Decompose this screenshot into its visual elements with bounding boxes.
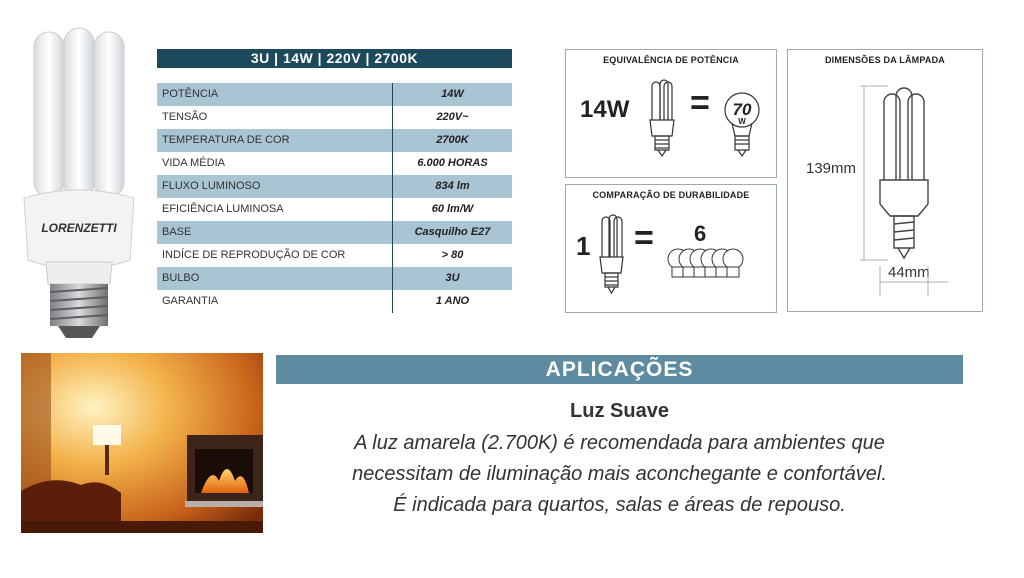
power-equivalence-box [565,49,777,178]
power-equivalence-title: EQUIVALÊNCIA DE POTÊNCIA [603,55,739,65]
spec-value: Casquilho E27 [414,226,491,238]
spec-value: > 80 [441,249,464,261]
spec-label: EFICIÊNCIA LUMINOSA [157,198,393,221]
dimensions-title: DIMENSÕES DA LÂMPADA [824,55,945,65]
table-row [157,175,512,198]
equals-sign: = [690,84,710,122]
table-row [157,129,512,152]
spec-label: TEMPERATURA DE COR [157,129,393,152]
table-row [157,83,512,106]
table-row [157,267,512,290]
dimensions-box [787,49,983,312]
spec-label: BASE [157,221,393,244]
spec-value: 6.000 HORAS [417,157,488,169]
cfl-lamp-icon [596,211,626,301]
spec-header: 3U | 14W | 220V | 2700K [157,49,512,68]
spec-label: INDÍCE DE REPRODUÇÃO DE COR [157,244,393,267]
spec-value: 3U [445,272,460,284]
spec-table [157,83,512,313]
table-row [157,106,512,129]
durability-box [565,184,777,313]
spec-value: 834 lm [435,180,470,192]
table-row [157,152,512,175]
cfl-lamp-icon [646,76,678,164]
spec-value: 60 lm/W [431,203,474,215]
spec-label: VIDA MÉDIA [157,152,393,175]
spec-label: BULBO [157,267,393,290]
table-row [157,244,512,267]
table-row [157,221,512,244]
width-dimension: 44mm [888,264,930,281]
product-lamp-image [18,22,140,340]
spec-value: 14W [441,88,464,100]
lamp-count: 1 [576,231,591,261]
table-row [157,198,512,221]
incandescent-bulb-icon [724,90,760,164]
durability-title: COMPARAÇÃO DE DURABILIDADE [592,190,750,200]
spec-label: FLUXO LUMINOSO [157,175,393,198]
incandescent-bulbs-group-icon [666,247,746,293]
spec-label: TENSÃO [157,106,393,129]
application-description [276,428,963,521]
spec-value: 1 ANO [435,295,470,307]
living-room-photo [21,353,263,533]
lamp-dimension-drawing [848,76,978,296]
equals-sign: = [634,219,654,257]
description-line: É indicada para quartos, salas e áreas de repouso. [393,494,846,516]
spec-value: 2700K [436,134,469,146]
application-title: Luz Suave [570,400,669,422]
description-line: A luz amarela (2.700K) é recomendada para ambientes que [354,432,885,454]
spec-label: GARANTIA [157,290,393,313]
watts-unit: W [738,117,746,126]
lamp-watts: 14W [580,96,630,123]
table-row [157,290,512,313]
spec-label: POTÊNCIA [157,83,393,106]
incandescent-watts: 70 [732,100,752,119]
height-dimension: 139mm [806,160,857,177]
brand-logo: LORENZETTI [41,221,117,235]
spec-value: 220V~ [436,111,469,123]
applications-header: APLICAÇÕES [276,355,963,384]
incandescent-count: 6 [694,221,707,246]
description-line: necessitam de iluminação mais aconchegante e confortável. [352,463,887,485]
